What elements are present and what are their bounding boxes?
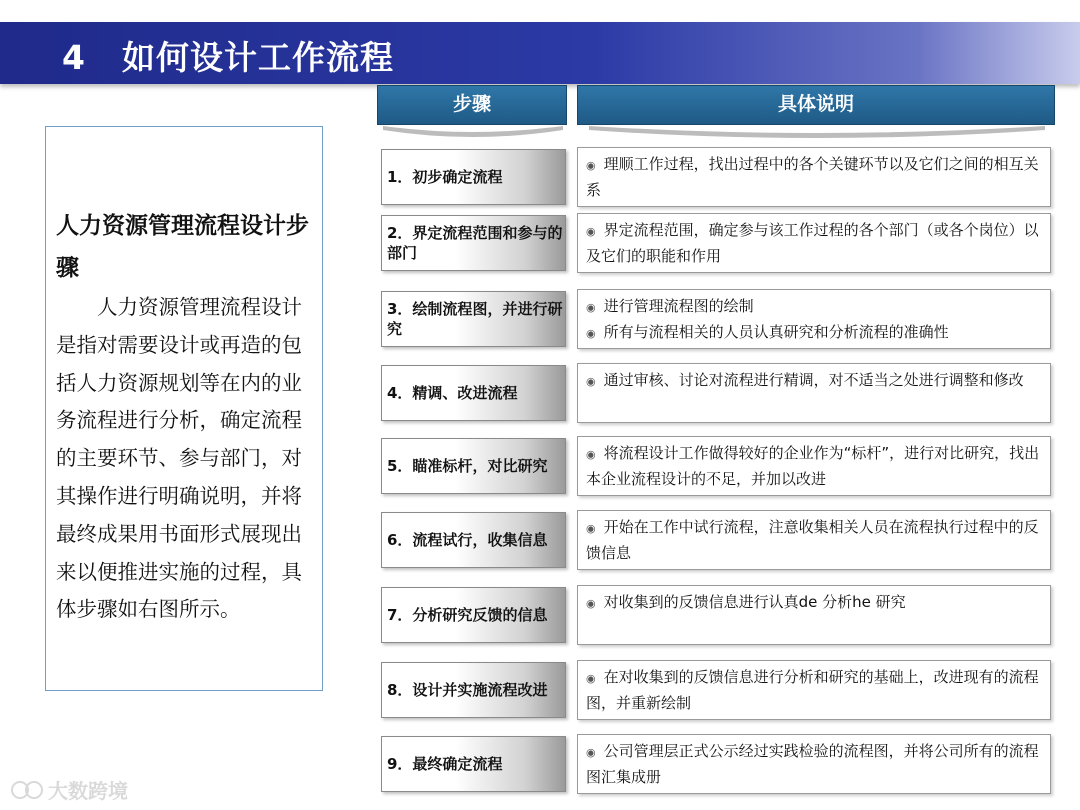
steps-chevron-icon bbox=[377, 124, 569, 146]
step-label: 3．绘制流程图，并进行研究 bbox=[381, 291, 566, 347]
circle-bullet-icon: ◉ bbox=[586, 597, 596, 610]
step-label: 6．流程试行，收集信息 bbox=[381, 512, 566, 568]
circle-bullet-icon: ◉ bbox=[586, 746, 596, 759]
description-text: 理顺工作过程，找出过程中的各个关键环节以及它们之间的相互关系 bbox=[586, 155, 1039, 199]
step-label: 2．界定流程范围和参与的部门 bbox=[381, 215, 566, 271]
desc-header: 具体说明 bbox=[577, 85, 1055, 125]
step-description bbox=[577, 585, 1051, 645]
steps-header: 步骤 bbox=[377, 85, 567, 125]
intro-heading: 人力资源管理流程设计步骤 bbox=[56, 213, 309, 281]
description-text: 界定流程范围，确定参与该工作过程的各个部门（或各个岗位）以及它们的职能和作用 bbox=[586, 221, 1039, 265]
step-description bbox=[577, 289, 1051, 349]
description-line bbox=[586, 152, 1044, 203]
description-text: 对收集到的反馈信息进行认真de 分析he 研究 bbox=[603, 593, 906, 611]
circle-bullet-icon: ◉ bbox=[586, 301, 596, 314]
circle-bullet-icon: ◉ bbox=[586, 522, 596, 535]
description-text: 通过审核、讨论对流程进行精调，对不适当之处进行调整和修改 bbox=[603, 371, 1024, 389]
watermark-text: 大数跨境 bbox=[48, 779, 128, 803]
step-description bbox=[577, 436, 1051, 496]
description-line bbox=[586, 320, 1044, 346]
desc-chevron-icon bbox=[577, 124, 1057, 146]
circle-bullet-icon: ◉ bbox=[586, 672, 596, 685]
description-text: 开始在工作中试行流程，注意收集相关人员在流程执行过程中的反馈信息 bbox=[586, 518, 1039, 562]
description-line bbox=[586, 368, 1044, 394]
intro-box bbox=[45, 126, 323, 691]
description-line bbox=[586, 515, 1044, 566]
description-text: 所有与流程相关的人员认真研究和分析流程的准确性 bbox=[603, 323, 949, 341]
logo-icon bbox=[10, 779, 44, 801]
description-text: 公司管理层正式公示经过实践检验的流程图，并将公司所有的流程图汇集成册 bbox=[586, 742, 1039, 786]
step-label: 1．初步确定流程 bbox=[381, 149, 566, 205]
step-label: 4．精调、改进流程 bbox=[381, 365, 566, 421]
title-label: 如何设计工作流程 bbox=[122, 38, 394, 77]
circle-bullet-icon: ◉ bbox=[586, 375, 596, 388]
description-line bbox=[586, 218, 1044, 269]
circle-bullet-icon: ◉ bbox=[586, 448, 596, 461]
step-description bbox=[577, 363, 1051, 423]
description-text: 将流程设计工作做得较好的企业作为“标杆”，进行对比研究，找出本企业流程设计的不足，并加以改进 bbox=[586, 444, 1040, 488]
step-description bbox=[577, 213, 1051, 273]
description-text: 在对收集到的反馈信息进行分析和研究的基础上，改进现有的流程图，并重新绘制 bbox=[586, 668, 1039, 712]
step-description bbox=[577, 147, 1051, 207]
description-line bbox=[586, 294, 1044, 320]
description-line bbox=[586, 590, 1044, 616]
step-label: 8．设计并实施流程改进 bbox=[381, 662, 566, 718]
title-number: 4 bbox=[62, 38, 86, 77]
description-line bbox=[586, 441, 1044, 492]
step-label: 7．分析研究反馈的信息 bbox=[381, 587, 566, 643]
circle-bullet-icon: ◉ bbox=[586, 225, 596, 238]
step-description bbox=[577, 734, 1051, 794]
page-title bbox=[62, 32, 394, 79]
circle-bullet-icon: ◉ bbox=[586, 327, 596, 340]
step-label: 5．瞄准标杆，对比研究 bbox=[381, 438, 566, 494]
description-line bbox=[586, 739, 1044, 790]
step-description bbox=[577, 510, 1051, 570]
watermark bbox=[10, 775, 128, 804]
description-text: 进行管理流程图的绘制 bbox=[603, 297, 754, 315]
description-line bbox=[586, 665, 1044, 716]
step-description bbox=[577, 660, 1051, 720]
circle-bullet-icon: ◉ bbox=[586, 159, 596, 172]
intro-body: 人力资源管理流程设计是指对需要设计或再造的包括人力资源规划等在内的业务流程进行分析，确定流程的主要环节、参与部门，对其操作进行明确说明，并将最终成果用书面形式展现出来以便推进实施的过程，具体步骤如右图所示。 bbox=[56, 295, 302, 622]
title-bar bbox=[0, 22, 1080, 84]
step-label: 9．最终确定流程 bbox=[381, 736, 566, 792]
